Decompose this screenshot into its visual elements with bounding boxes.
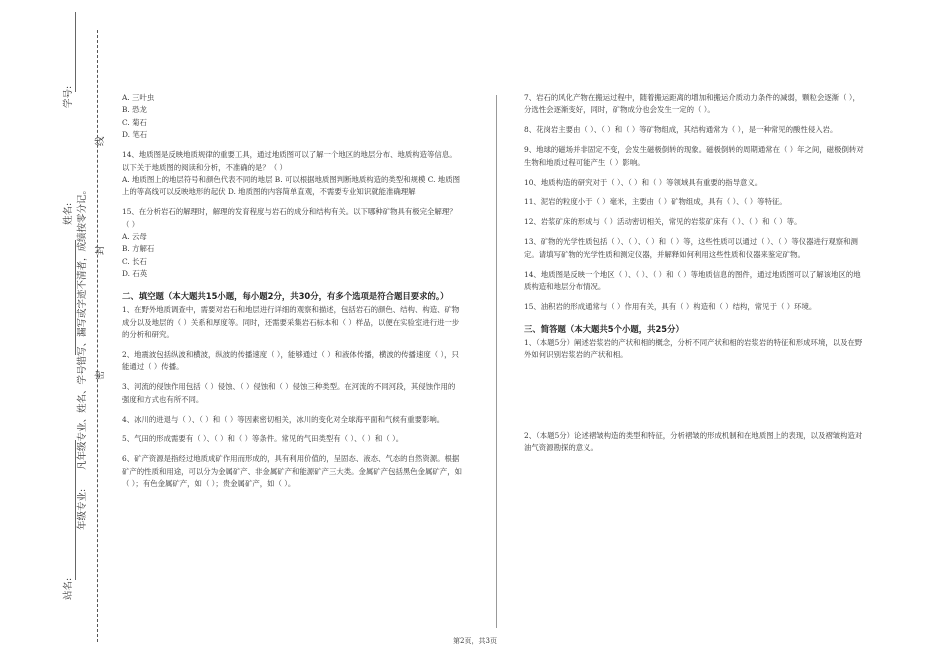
binding-dashed-line	[97, 30, 98, 642]
answer-option: A. 云母	[122, 232, 147, 242]
spacer	[524, 313, 864, 321]
question-text: 1、（本题5分）阐述岩浆岩的产状和相的概念，分析不同产状和相的岩浆岩的特征和形成环境，以及在野外如何识别岩浆岩的产状和相。	[524, 337, 863, 360]
student-id-label: 学号:	[63, 85, 74, 108]
question-text: 1、在野外地质调查中，需要对岩石和地层进行详细的观察和描述，包括岩石的颜色、结构、构造、矿物成分以及地层的（ ）关系和厚度等。同时，还需要采集岩石标本和（ ）样品，以便在实验室进行进一步的分析和研究。	[122, 305, 460, 339]
page-footer: 第2页，共3页	[453, 637, 497, 645]
spacer	[122, 281, 462, 289]
answer-option: B. 恐龙	[122, 105, 147, 115]
answer-space	[524, 362, 864, 430]
question-text: 10、地质构造的研究对于（ ）、（ ）和（ ）等领域具有重要的指导意义。	[524, 177, 763, 187]
question-text: 3、河流的侵蚀作用包括（ ）侵蚀、（ ）侵蚀和（ ）侵蚀三种类型。在河流的不同河段，其侵蚀作用的强度和方式也有所不同。	[122, 382, 456, 404]
question-text: 13、矿物的光学性质包括（ ）、（ ）、（ ）和（ ）等，这些性质可以通过（ ）、（ ）等仪器进行观察和测定。请填写矿物的光学性质和测定仪器，并解释如何利用这些性质和仪器来鉴定矿物。	[524, 237, 858, 259]
spacer	[122, 199, 462, 207]
id-underline	[75, 12, 76, 92]
left-column	[122, 92, 462, 491]
spacer	[524, 293, 864, 301]
spacer	[122, 341, 462, 349]
station-label: 站名:	[63, 577, 74, 600]
seal-seal-label: 封	[95, 245, 106, 255]
spacer	[524, 117, 864, 125]
question-text: 2、（本题5分）论述褶皱构造的类型和特征，分析褶皱的形成机制和在地质图上的表现，以及褶皱构造对油气资源勘探的意义。	[524, 430, 863, 452]
right-column	[524, 92, 864, 454]
question-text: A. 地质图上的地层符号和颜色代表不同的地层 B. 可以根据地质图判断地质构造的类型和规模 C. 地质图上的等高线可以反映地形的起伏 D. 地质图的内容简单直观，不需要专业知识就能准确理解	[122, 174, 460, 197]
station-underline	[75, 440, 76, 580]
column-divider	[496, 95, 497, 628]
answer-option: A. 三叶虫	[122, 93, 155, 102]
question-text: 9、地球的磁场并非固定不变，会发生磁极倒转的现象。磁极倒转的周期通常在（ ）年之间，磁极倒转对生物和地质过程可能产生（ ）影响。	[524, 145, 864, 167]
spacer	[122, 426, 462, 434]
name-underline	[75, 240, 76, 355]
section-heading: 二、填空题（本大题共15小题，每小题2分，共30分，有多个选项是符合题目要求的。）	[122, 291, 449, 302]
binding-instruction: 凡年级专业、姓名、学号错写、漏写或字迹不清者，成绩按零分记。	[77, 184, 88, 470]
answer-option: D. 笔石	[122, 130, 148, 140]
answer-option: B. 方解石	[122, 244, 155, 254]
question-text: 2、地震波包括纵波和横波，纵波的传播速度（ ），能够通过（ ）和液体传播，横波的传播速度（ ），只能通过（ ）传播。	[122, 349, 459, 372]
seal-closed-label: 密	[95, 370, 106, 380]
spacer	[524, 229, 864, 237]
name-label: 姓名:	[63, 202, 74, 225]
question-text: 7、岩石的风化产物在搬运过程中，随着搬运距离的增加和搬运介质动力条件的减弱，颗粒会逐渐（ ），分选性会逐渐变好，同时，矿物成分也会发生一定的（ ）。	[524, 93, 860, 115]
question-text: 15、油积岩的形成通常与（ ）作用有关，具有（ ）构造和（ ）结构，常见于（ ）环境。	[524, 301, 817, 311]
seal-line-label: 线	[95, 136, 106, 146]
spacer	[122, 142, 462, 150]
spacer	[524, 261, 864, 269]
question-text: 12、岩浆矿床的形成与（ ）活动密切相关，常见的岩浆矿床有（ ）、（ ）和（ ）等。	[524, 217, 802, 227]
question-text: 4、冰川的进退与（ ）、（ ）和（ ）等因素密切相关，冰川的变化对全球海平面和气候有重要影响。	[122, 414, 445, 424]
section-heading: 三、简答题（本大题共5个小题，共25分）	[524, 323, 684, 334]
spacer	[524, 137, 864, 145]
question-text: 15、在分析岩石的解理时，解理的发育程度与岩石的成分和结构有关。以下哪种矿物具有极完全解理？（ ）	[122, 207, 457, 229]
grade-major-label: 年级专业:	[77, 488, 88, 530]
spacer	[524, 169, 864, 177]
spacer	[122, 374, 462, 382]
question-text: 5、气田的形成需要有（ ）、（ ）和（ ）等条件。常见的气田类型有（ ）、（ ）和（ ）。	[122, 434, 404, 444]
binding-strip	[0, 0, 115, 672]
spacer	[524, 189, 864, 197]
answer-option: C. 长石	[122, 256, 147, 266]
question-text: 8、花岗岩主要由（ ）、（ ）和（ ）等矿物组成，其结构通常为（ ），是一种常见的酸性侵入岩。	[524, 125, 838, 135]
answer-option: C. 菊石	[122, 117, 147, 127]
spacer	[524, 209, 864, 217]
question-text: 6、矿产资源是指经过地质成矿作用而形成的，具有利用价值的，呈固态、液态、气态的自然资源。根据矿产的性质和用途，可以分为金属矿产、非金属矿产和能源矿产三大类。金属矿产包括黑色金属矿产，如（ ）；有色金属矿产，如（ ）；贵金属矿产，如（ ）。	[122, 454, 462, 489]
spacer	[122, 406, 462, 414]
question-text: 11、泥岩的粒度小于（ ）毫米，主要由（ ）矿物组成，具有（ ）、（ ）等特征。	[524, 197, 787, 207]
question-text: 14、地质图是反映地质规律的重要工具，通过地质图可以了解一个地区的地层分布、地质构造等信息。以下关于地质图的阅读和分析，不准确的是？（ ）	[122, 150, 457, 172]
spacer	[122, 446, 462, 454]
question-text: 14、地质图是反映一个地区（ ）、（ ）、（ ）和（ ）等地质信息的图件，通过地质图可以了解该地区的地质构造和地层分布情况。	[524, 269, 861, 291]
answer-option: D. 石英	[122, 269, 148, 279]
